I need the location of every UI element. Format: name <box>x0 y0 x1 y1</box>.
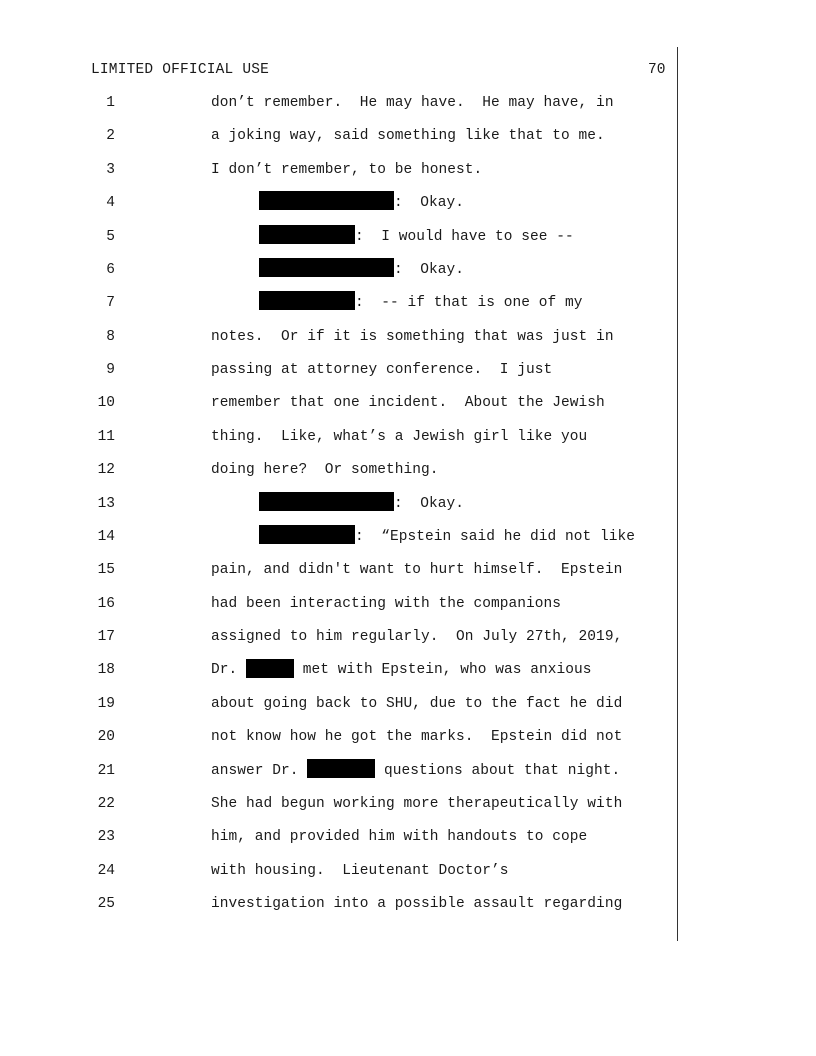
speaker-line <box>259 190 464 216</box>
line-number: 7 <box>106 295 115 312</box>
redaction-box <box>259 525 355 544</box>
transcript-line <box>0 891 816 924</box>
line-number: 13 <box>97 495 115 512</box>
line-number: 4 <box>106 195 115 212</box>
transcript-line <box>0 224 816 257</box>
line-number: 8 <box>106 328 115 345</box>
line-text: a joking way, said something like that to me. <box>211 128 605 145</box>
transcript-line <box>0 290 816 323</box>
line-text: remember that one incident. About the Jewish <box>211 395 605 412</box>
line-text: don’t remember. He may have. He may have, in <box>211 95 614 111</box>
line-number: 12 <box>97 462 115 479</box>
transcript-line <box>0 624 816 657</box>
transcript-line <box>0 791 816 824</box>
transcript-line <box>0 491 816 524</box>
transcript-line <box>0 390 816 423</box>
transcript-line <box>0 557 816 590</box>
transcript-line <box>0 724 816 757</box>
line-number: 18 <box>97 662 115 679</box>
speaker-line <box>259 257 464 283</box>
line-number: 15 <box>97 562 115 579</box>
line-text: doing here? Or something. <box>211 462 439 479</box>
transcript-line <box>0 858 816 891</box>
line-number: 10 <box>97 395 115 412</box>
line-text: pain, and didn't want to hurt himself. Epstein <box>211 562 623 579</box>
transcript-line <box>0 758 816 791</box>
line-number: 24 <box>97 862 115 879</box>
line-text: him, and provided him with handouts to cope <box>211 829 588 846</box>
redaction-box <box>246 659 294 678</box>
line-number: 9 <box>106 362 115 378</box>
line-text-with-redaction <box>211 758 620 784</box>
line-text: about going back to SHU, due to the fact he did <box>211 695 623 712</box>
transcript-line <box>0 824 816 857</box>
line-text: : Okay. <box>394 261 465 278</box>
line-text: : I would have to see -- <box>355 228 574 245</box>
redaction-box <box>259 225 355 244</box>
line-text: : Okay. <box>394 195 465 212</box>
speaker-line <box>259 224 574 250</box>
transcript-line <box>0 357 816 390</box>
speaker-line <box>259 290 583 316</box>
transcript-line <box>0 123 816 156</box>
redaction-box <box>259 191 394 210</box>
line-text-with-redaction <box>211 657 592 683</box>
line-text-after: questions about that night. <box>375 762 621 779</box>
transcript-line <box>0 190 816 223</box>
transcript-line <box>0 591 816 624</box>
line-number: 25 <box>97 896 115 912</box>
line-number: 14 <box>97 528 115 545</box>
line-text: notes. Or if it is something that was just in <box>211 328 614 345</box>
line-number: 23 <box>97 829 115 846</box>
speaker-line <box>259 491 464 517</box>
line-text: not know how he got the marks. Epstein did not <box>211 729 623 746</box>
line-number: 2 <box>106 128 115 145</box>
line-number: 17 <box>97 629 115 645</box>
line-text: : Okay. <box>394 495 465 512</box>
transcript-line <box>0 157 816 190</box>
line-text: with housing. Lieutenant Doctor’s <box>211 862 509 879</box>
transcript-line <box>0 424 816 457</box>
line-text: She had begun working more therapeutically with <box>211 795 623 812</box>
line-text: had been interacting with the companions <box>211 595 562 612</box>
redaction-box <box>259 291 355 310</box>
speaker-line <box>259 524 635 550</box>
transcript-line <box>0 657 816 690</box>
line-number: 11 <box>97 428 115 445</box>
transcript-line <box>0 90 816 123</box>
line-text-before: Dr. <box>211 662 247 679</box>
line-number: 5 <box>106 228 115 245</box>
line-number: 20 <box>97 729 115 746</box>
transcript-line <box>0 324 816 357</box>
line-number: 19 <box>97 695 115 712</box>
line-text-before: answer Dr. <box>211 762 308 779</box>
line-number: 3 <box>106 161 115 178</box>
transcript-body <box>0 90 816 924</box>
line-text: assigned to him regularly. On July 27th, 2019, <box>211 629 623 645</box>
redaction-box <box>307 759 375 778</box>
transcript-line <box>0 257 816 290</box>
line-text: I don’t remember, to be honest. <box>211 161 483 178</box>
line-text: passing at attorney conference. I just <box>211 362 553 378</box>
line-text-after: met with Epstein, who was anxious <box>294 662 592 679</box>
redaction-box <box>259 258 394 277</box>
line-number: 16 <box>97 595 115 612</box>
transcript-line <box>0 524 816 557</box>
redaction-box <box>259 492 394 511</box>
line-text: investigation into a possible assault regarding <box>211 896 623 912</box>
line-text: : -- if that is one of my <box>355 295 583 312</box>
line-number: 6 <box>106 261 115 278</box>
transcript-line <box>0 457 816 490</box>
line-number: 22 <box>97 795 115 812</box>
line-number: 1 <box>106 95 115 111</box>
line-text: thing. Like, what’s a Jewish girl like you <box>211 428 588 445</box>
transcript-line <box>0 691 816 724</box>
page-number: 70 <box>648 62 666 78</box>
line-text: : “Epstein said he did not like <box>355 528 636 545</box>
line-number: 21 <box>97 762 115 779</box>
classification-header: LIMITED OFFICIAL USE <box>91 62 270 78</box>
